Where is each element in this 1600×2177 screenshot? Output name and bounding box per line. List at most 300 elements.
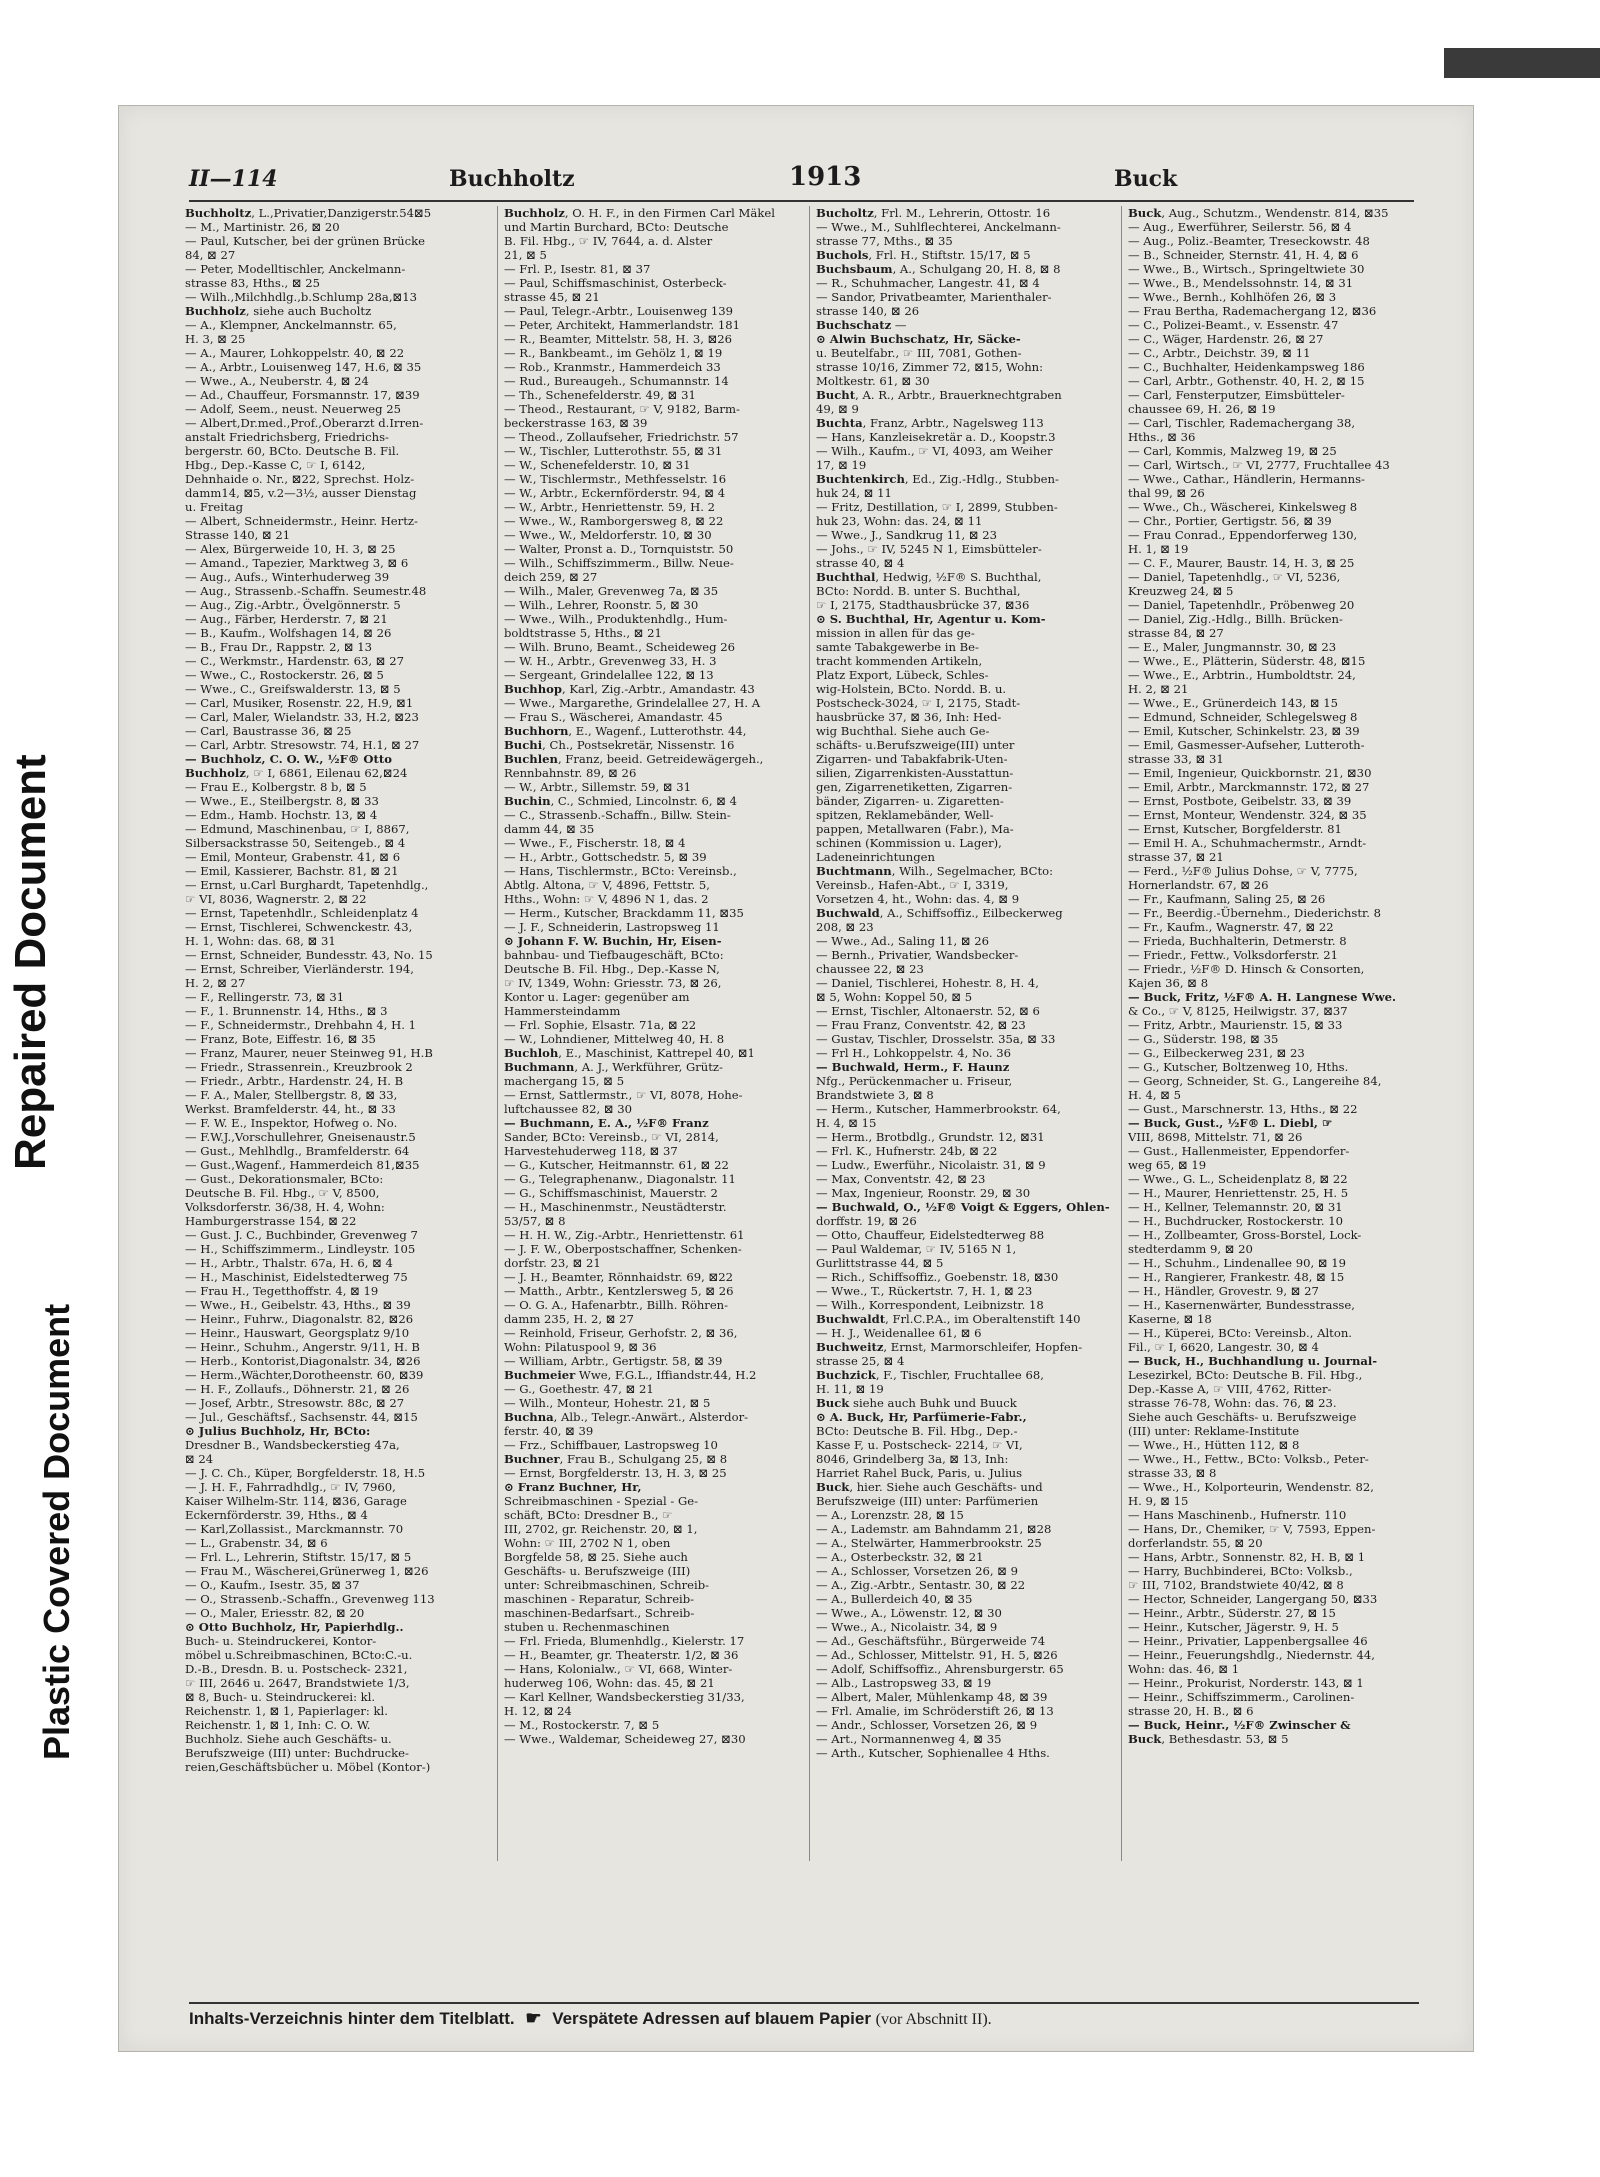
entry-line: — Gust., Mehlhdlg., Bramfelderstr. 64 xyxy=(185,1144,410,1158)
entry-line: — Franz, Bote, Eiffestr. 16, ⊠ 35 xyxy=(185,1032,376,1046)
entry-line: — Art., Normannenweg 4, ⊠ 35 xyxy=(816,1732,1002,1746)
entry-line: — B., Schneider, Sternstr. 41, H. 4, ⊠ 6 xyxy=(1128,248,1359,262)
entry-line: — Herm., Kutscher, Hammerbrookstr. 64, xyxy=(816,1102,1061,1116)
entry-line: ☞ III, 7102, Brandstwiete 40/42, ⊠ 8 xyxy=(1128,1578,1344,1592)
entry-line: — G., Süderstr. 198, ⊠ 35 xyxy=(1128,1032,1279,1046)
entry-line: pappen, Metallwaren (Fabr.), Ma- xyxy=(816,822,1014,836)
entry-line: — Fritz, Destillation, ☞ I, 2899, Stubben- xyxy=(816,500,1058,514)
entry-line: — Ernst, Monteur, Wendenstr. 324, ⊠ 35 xyxy=(1128,808,1367,822)
entry-line: — Paul, Telegr.-Arbtr., Louisenweg 139 xyxy=(504,304,734,318)
entry-line: anstalt Friedrichsberg, Friedrichs- xyxy=(185,430,389,444)
entry-line: strasse 33, ⊠ 8 xyxy=(1128,1466,1217,1480)
entry-line: und Martin Burchard, BCto: Deutsche xyxy=(504,220,729,234)
entry-line: Strasse 140, ⊠ 21 xyxy=(185,528,291,542)
entry-line: H. 12, ⊠ 24 xyxy=(504,1704,572,1718)
entry-line: — Wwe., A., Nicolaistr. 34, ⊠ 9 xyxy=(816,1620,998,1634)
entry-line: — Buck, Gust., ½F® L. Diebl, ☞ xyxy=(1128,1116,1333,1130)
entry-line: weg 65, ⊠ 19 xyxy=(1128,1158,1207,1172)
entry-line: — M., Martinistr. 26, ⊠ 20 xyxy=(185,220,340,234)
entry-line: — O., Maler, Eriesstr. 82, ⊠ 20 xyxy=(185,1606,365,1620)
entry-line: — Buck, Heinr., ½F® Zwinscher & xyxy=(1128,1718,1351,1732)
repaired-document-label: Repaired Document xyxy=(6,754,55,1170)
entry-line: — Edm., Hamb. Hochstr. 13, ⊠ 4 xyxy=(185,808,378,822)
entry-line: Postscheck-3024, ☞ I, 2175, Stadt- xyxy=(816,696,1021,710)
entry-line: — H. F., Zollaufs., Döhnerstr. 21, ⊠ 26 xyxy=(185,1382,410,1396)
entry-line: — Friedr., ½F® D. Hinsch & Consorten, xyxy=(1128,962,1365,976)
entry-line: — Ferd., ½F® Julius Dohse, ☞ V, 7775, xyxy=(1128,864,1358,878)
entry-line: — Bernh., Privatier, Wandsbecker- xyxy=(816,948,1019,962)
entry-line: & Co., ☞ V, 8125, Heilwigstr. 37, ⊠37 xyxy=(1128,1004,1348,1018)
entry-line: — A., Lademstr. am Bahndamm 21, ⊠28 xyxy=(816,1522,1052,1536)
entry-line: Buchholtz, L.,Privatier,Danzigerstr.54⊠5 xyxy=(185,206,432,220)
entry-line: — Friedr., Strassenrein., Kreuzbrook 2 xyxy=(185,1060,413,1074)
entry-line: — Rob., Kranmstr., Hammerdeich 33 xyxy=(504,360,721,374)
entry-line: — F., 1. Brunnenstr. 14, Hths., ⊠ 3 xyxy=(185,1004,388,1018)
entry-line: Hbg., Dep.-Kasse C, ☞ I, 6142, xyxy=(185,458,366,472)
entry-line: — Rich., Schiffsoffiz., Goebenstr. 18, ⊠30 xyxy=(816,1270,1059,1284)
entry-line: 49, ⊠ 9 xyxy=(816,402,859,416)
entry-line: Dep.-Kasse A, ☞ VIII, 4762, Ritter- xyxy=(1128,1382,1332,1396)
entry-line: — Frl. Amalie, im Schröderstift 26, ⊠ 13 xyxy=(816,1704,1054,1718)
entry-line: — Paul Waldemar, ☞ IV, 5165 N 1, xyxy=(816,1242,1017,1256)
entry-line: — H., Maurer, Henriettenstr. 25, H. 5 xyxy=(1128,1186,1349,1200)
entry-line: — Harry, Buchbinderei, BCto: Volksb., xyxy=(1128,1564,1353,1578)
entry-line: Hornerlandstr. 67, ⊠ 26 xyxy=(1128,878,1269,892)
entry-line: H. 1, Wohn: das. 68, ⊠ 31 xyxy=(185,934,336,948)
entry-line: Berufszweige (III) unter: Parfümerien xyxy=(816,1494,1039,1508)
page-number: II—114 xyxy=(189,166,278,192)
entry-line: — A., Klempner, Anckelmannstr. 65, xyxy=(185,318,397,332)
entry-line: — Wilh., Schiffszimmerm., Billw. Neue- xyxy=(504,556,734,570)
entry-line: — Carl, Maler, Wielandstr. 33, H.2, ⊠23 xyxy=(185,710,419,724)
entry-line: — Wwe., Ch., Wäscherei, Kinkelsweg 8 xyxy=(1128,500,1358,514)
entry-line: — Josef, Arbtr., Stresowstr. 88c, ⊠ 27 xyxy=(185,1396,405,1410)
entry-line: Buchzick, F., Tischler, Fruchtallee 68, xyxy=(816,1368,1044,1382)
entry-line: — B., Frau Dr., Rappstr. 2, ⊠ 13 xyxy=(185,640,373,654)
entry-line: — Wilh.,Milchhdlg.,b.Schlump 28a,⊠13 xyxy=(185,290,417,304)
entry-line: — Heinr., Kutscher, Jägerstr. 9, H. 5 xyxy=(1128,1620,1339,1634)
entry-line: Vereinsb., Hafen-Abt., ☞ I, 3319, xyxy=(816,878,1009,892)
entry-line: — Gust., Marschnerstr. 13, Hths., ⊠ 22 xyxy=(1128,1102,1358,1116)
entry-line: — H., Schiffszimmerm., Lindleystr. 105 xyxy=(185,1242,416,1256)
entry-line: strasse 77, Mths., ⊠ 35 xyxy=(816,234,953,248)
entry-line: — Daniel, Tischlerei, Hohestr. 8, H. 4, xyxy=(816,976,1039,990)
entry-line: Berufszweige (III) unter: Buchdrucke- xyxy=(185,1746,409,1760)
entry-line: Schreibmaschinen - Spezial - Ge- xyxy=(504,1494,699,1508)
entry-line: — Wwe., E., Steilbergstr. 8, ⊠ 33 xyxy=(185,794,379,808)
entry-line: — Buchholz, C. O. W., ½F® Otto xyxy=(185,752,392,766)
entry-line: — Edmund, Maschinenbau, ☞ I, 8867, xyxy=(185,822,410,836)
entry-line: — Frau E., Kolbergstr. 8 b, ⊠ 5 xyxy=(185,780,367,794)
entry-line: ⊙ Otto Buchholz, Hr, Papierhdlg.. xyxy=(185,1620,404,1634)
entry-line: Reichenstr. 1, ⊠ 1, Inh: C. O. W. xyxy=(185,1718,371,1732)
entry-line: Buchta, Franz, Arbtr., Nagelsweg 113 xyxy=(816,416,1044,430)
entry-line: — Wilh., Kaufm., ☞ VI, 4093, am Weiher xyxy=(816,444,1053,458)
entry-line: — Gust. J. C., Buchbinder, Grevenweg 7 xyxy=(185,1228,418,1242)
entry-line: — Wwe., C., Greifswalderstr. 13, ⊠ 5 xyxy=(185,682,401,696)
entry-line: Kaserne, ⊠ 18 xyxy=(1128,1312,1212,1326)
entry-line: schäfts- u.Berufszweige(III) unter xyxy=(816,738,1015,752)
entry-line: — B., Kaufm., Wolfshagen 14, ⊠ 26 xyxy=(185,626,392,640)
entry-line: — Ernst, Sattlermstr., ☞ VI, 8078, Hohe- xyxy=(504,1088,743,1102)
entry-line: — Frau Franz, Conventstr. 42, ⊠ 23 xyxy=(816,1018,1026,1032)
entry-line: — Peter, Modelltischler, Anckelmann- xyxy=(185,262,406,276)
entry-line: — Gust.,Wagenf., Hammerdeich 81,⊠35 xyxy=(185,1158,420,1172)
entry-line: Vorsetzen 4, ht., Wohn: das. 4, ⊠ 9 xyxy=(816,892,1020,906)
entry-line: — Herm., Kutscher, Brackdamm 11, ⊠35 xyxy=(504,906,744,920)
entry-line: — C., Buchhalter, Heidenkampsweg 186 xyxy=(1128,360,1365,374)
entry-line: — Albert,Dr.med.,Prof.,Oberarzt d.Irren- xyxy=(185,416,424,430)
entry-line: — Matth., Arbtr., Kentzlersweg 5, ⊠ 26 xyxy=(504,1284,734,1298)
entry-line: — R., Beamter, Mittelstr. 58, H. 3, ⊠26 xyxy=(504,332,733,346)
entry-line: maschinen-Bedarfsart., Schreib- xyxy=(504,1606,695,1620)
entry-line: silien, Zigarrenkisten-Ausstattun- xyxy=(816,766,1014,780)
entry-line: H. 3, ⊠ 25 xyxy=(185,332,246,346)
entry-line: — Paul, Schiffsmaschinist, Osterbeck- xyxy=(504,276,727,290)
entry-column-1 xyxy=(185,206,485,1861)
entry-line: — Wwe., E., Arbtrin., Humboldtstr. 24, xyxy=(1128,668,1356,682)
footer-line xyxy=(189,2008,992,2029)
entry-line: — Heinr., Prokurist, Norderstr. 143, ⊠ 1 xyxy=(1128,1676,1364,1690)
entry-line: — Karl Kellner, Wandsbeckerstieg 31/33, xyxy=(504,1690,745,1704)
entry-line: Harriet Rahel Buck, Paris, u. Julius xyxy=(816,1466,1023,1480)
entry-line: Buchhop, Karl, Zig.-Arbtr., Amandastr. 43 xyxy=(504,682,755,696)
entry-line: strasse 10/16, Zimmer 72, ⊠15, Wohn: xyxy=(816,360,1044,374)
entry-line: — J. F., Schneiderin, Lastropsweg 11 xyxy=(504,920,720,934)
entry-line: — Emil, Arbtr., Marckmannstr. 172, ⊠ 27 xyxy=(1128,780,1370,794)
entry-line: Kasse F, u. Postscheck- 2214, ☞ VI, xyxy=(816,1438,1023,1452)
entry-line: — O., Strassenb.-Schaffn., Grevenweg 113 xyxy=(185,1592,435,1606)
entry-line: Geschäfts- u. Berufszweige (III) xyxy=(504,1564,691,1578)
entry-line: — Amand., Tapezier, Marktweg 3, ⊠ 6 xyxy=(185,556,409,570)
entry-line: — G., Schiffsmaschinist, Mauerstr. 2 xyxy=(504,1186,718,1200)
entry-line: — Edmund, Schneider, Schlegelsweg 8 xyxy=(1128,710,1358,724)
entry-line: — Ernst, Schneider, Bundesstr. 43, No. 15 xyxy=(185,948,433,962)
entry-line: — Arth., Kutscher, Sophienallee 4 Hths. xyxy=(816,1746,1050,1760)
entry-line: — A., Arbtr., Louisenweg 147, H.6, ⊠ 35 xyxy=(185,360,422,374)
entry-line: beckerstrasse 163, ⊠ 39 xyxy=(504,416,648,430)
entry-line: ⊙ A. Buck, Hr, Parfümerie-Fabr., xyxy=(816,1410,1027,1424)
entry-line: — E., Maler, Jungmannstr. 30, ⊠ 23 xyxy=(1128,640,1337,654)
entry-line: — Carl, Musiker, Rosenstr. 22, H.9, ⊠1 xyxy=(185,696,414,710)
entry-line: — Heinr., Feuerungshdlg., Niedernstr. 44, xyxy=(1128,1648,1375,1662)
entry-line: — William, Arbtr., Gertigstr. 58, ⊠ 39 xyxy=(504,1354,723,1368)
entry-line: — Theod., Restaurant, ☞ V, 9182, Barm- xyxy=(504,402,740,416)
entry-line: damm 235, H. 2, ⊠ 27 xyxy=(504,1312,634,1326)
entry-line: 84, ⊠ 27 xyxy=(185,248,236,262)
entry-line: — Heinr., Arbtr., Süderstr. 27, ⊠ 15 xyxy=(1128,1606,1336,1620)
entry-line: — Emil, Monteur, Grabenstr. 41, ⊠ 6 xyxy=(185,850,401,864)
entry-line: Sander, BCto: Vereinsb., ☞ VI, 2814, xyxy=(504,1130,719,1144)
entry-line: — Wwe., H., Kolporteurin, Wendenstr. 82, xyxy=(1128,1480,1374,1494)
entry-line: — Hans, Kolonialw., ☞ VI, 668, Winter- xyxy=(504,1662,733,1676)
entry-line: u. Beutelfabr., ☞ III, 7081, Gothen- xyxy=(816,346,1022,360)
entry-line: — Sergeant, Grindelallee 122, ⊠ 13 xyxy=(504,668,714,682)
entry-line: BCto: Deutsche B. Fil. Hbg., Dep.- xyxy=(816,1424,1018,1438)
entry-line: dorferlandstr. 55, ⊠ 20 xyxy=(1128,1536,1263,1550)
entry-line: BCto: Nordd. B. unter S. Buchthal, xyxy=(816,584,1021,598)
entry-line: huk 24, ⊠ 11 xyxy=(816,486,892,500)
entry-line: — Hans, Tischlermstr., BCto: Vereinsb., xyxy=(504,864,737,878)
entry-line: Kreuzweg 24, ⊠ 5 xyxy=(1128,584,1234,598)
entry-line: Buchwaldt, Frl.C.P.A., im Oberaltenstift 140 xyxy=(816,1312,1081,1326)
entry-line: H. 4, ⊠ 15 xyxy=(816,1116,877,1130)
entry-line: — Chr., Portier, Gertigstr. 56, ⊠ 39 xyxy=(1128,514,1332,528)
entry-line: — Ernst, Tapetenhdlr., Schleidenplatz 4 xyxy=(185,906,419,920)
entry-line: Nfg., Perückenmacher u. Friseur, xyxy=(816,1074,1013,1088)
entry-line: Buchmann, A. J., Werkführer, Grütz- xyxy=(504,1060,723,1074)
entry-line: stedterdamm 9, ⊠ 20 xyxy=(1128,1242,1253,1256)
entry-line: strasse 37, ⊠ 21 xyxy=(1128,850,1224,864)
entry-line: — H., Beamter, gr. Theaterstr. 1/2, ⊠ 36 xyxy=(504,1648,739,1662)
entry-line: — Ernst, Tischlerei, Schwenckestr. 43, xyxy=(185,920,413,934)
entry-line: — Ludw., Ewerführ., Nicolaistr. 31, ⊠ 9 xyxy=(816,1158,1046,1172)
entry-line: deich 259, ⊠ 27 xyxy=(504,570,598,584)
entry-line: Buchtenkirch, Ed., Zig.-Hdlg., Stubben- xyxy=(816,472,1059,486)
entry-line: ⊙ Franz Buchner, Hr, xyxy=(504,1480,642,1494)
entry-line: Bucht, A. R., Arbtr., Brauerknechtgraben xyxy=(816,388,1062,402)
entry-line: möbel u.Schreibmaschinen, BCto:C.-u. xyxy=(185,1648,413,1662)
entry-line: — Aug., Aufs., Winterhuderweg 39 xyxy=(185,570,390,584)
entry-line: Zigarren- und Tabakfabrik-Uten- xyxy=(816,752,1008,766)
entry-line: — C., Strassenb.-Schaffn., Billw. Stein- xyxy=(504,808,731,822)
entry-line: gen, Zigarrenetiketten, Zigarren- xyxy=(816,780,1013,794)
entry-line: — Frl. P., Isestr. 81, ⊠ 37 xyxy=(504,262,651,276)
entry-line: Kajen 36, ⊠ 8 xyxy=(1128,976,1209,990)
entry-line: 17, ⊠ 19 xyxy=(816,458,867,472)
entry-line: — Peter, Architekt, Hammerlandstr. 181 xyxy=(504,318,741,332)
entry-line: — C., Werkmstr., Hardenstr. 63, ⊠ 27 xyxy=(185,654,404,668)
entry-line: — Ad., Geschäftsführ., Bürgerweide 74 xyxy=(816,1634,1046,1648)
entry-line: Buchholz, ☞ I, 6861, Eilenau 62,⊠24 xyxy=(185,766,408,780)
entry-line: Buchholz. Siehe auch Geschäfts- u. xyxy=(185,1732,392,1746)
entry-line: — Heinr., Schuhm., Angerstr. 9/11, H. B xyxy=(185,1340,420,1354)
entry-line: bergerstr. 60, BCto. Deutsche B. Fil. xyxy=(185,444,400,458)
entry-line: H. 9, ⊠ 15 xyxy=(1128,1494,1189,1508)
entry-line: — Frieda, Buchhalterin, Detmerstr. 8 xyxy=(1128,934,1347,948)
entry-line: D.-B., Dresdn. B. u. Postscheck- 2321, xyxy=(185,1662,408,1676)
entry-line: H. 4, ⊠ 5 xyxy=(1128,1088,1182,1102)
entry-line: — H., Küperei, BCto: Vereinsb., Alton. xyxy=(1128,1326,1352,1340)
entry-line: Buchner, Frau B., Schulgang 25, ⊠ 8 xyxy=(504,1452,728,1466)
entry-line: Buchloh, E., Maschinist, Kattrepel 40, ⊠1 xyxy=(504,1046,755,1060)
entry-line: stuben u. Rechenmaschinen xyxy=(504,1620,670,1634)
entry-line: Deutsche B. Fil. Hbg., Dep.-Kasse N, xyxy=(504,962,720,976)
entry-line: — Max, Conventstr. 42, ⊠ 23 xyxy=(816,1172,986,1186)
entry-line: — F. A., Maler, Stellbergstr. 8, ⊠ 33, xyxy=(185,1088,398,1102)
entry-line: — Herb., Kontorist,Diagonalstr. 34, ⊠26 xyxy=(185,1354,421,1368)
entry-line: Buck, Aug., Schutzm., Wendenstr. 814, ⊠35 xyxy=(1128,206,1389,220)
entry-line: 8046, Grindelberg 3a, ⊠ 13, Inh: xyxy=(816,1452,1009,1466)
page-footer xyxy=(189,2002,1419,2030)
entry-line: — C. F., Maurer, Baustr. 14, H. 3, ⊠ 25 xyxy=(1128,556,1355,570)
entry-line: — Frau Bertha, Rademachergang 12, ⊠36 xyxy=(1128,304,1377,318)
entry-line: — Georg, Schneider, St. G., Langereihe 84, xyxy=(1128,1074,1382,1088)
entry-line: — Frl. Frieda, Blumenhdlg., Kielerstr. 17 xyxy=(504,1634,745,1648)
entry-line: Moltkestr. 61, ⊠ 30 xyxy=(816,374,930,388)
entry-line: (III) unter: Reklame-Institute xyxy=(1128,1424,1300,1438)
entry-line: — F., Schneidermstr., Drehbahn 4, H. 1 xyxy=(185,1018,416,1032)
entry-line: Wohn: ☞ III, 2702 N 1, oben xyxy=(504,1536,671,1550)
entry-line: damm 44, ⊠ 35 xyxy=(504,822,595,836)
entry-line: — A., Lorenzstr. 28, ⊠ 15 xyxy=(816,1508,964,1522)
entry-line: Siehe auch Geschäfts- u. Berufszweige xyxy=(1128,1410,1357,1424)
entry-line: — Ernst, Postbote, Geibelstr. 33, ⊠ 39 xyxy=(1128,794,1352,808)
entry-line: Bucholtz, Frl. M., Lehrerin, Ottostr. 16 xyxy=(816,206,1051,220)
entry-line: machergang 15, ⊠ 5 xyxy=(504,1074,625,1088)
entry-line: — Alb., Lastropsweg 33, ⊠ 19 xyxy=(816,1676,992,1690)
entry-line: — H. H. W., Zig.-Arbtr., Henriettenstr. 61 xyxy=(504,1228,745,1242)
entry-line: — Aug., Zig.-Arbtr., Övelgönnerstr. 5 xyxy=(185,598,401,612)
entry-line: — Fritz, Arbtr., Maurienstr. 15, ⊠ 33 xyxy=(1128,1018,1343,1032)
entry-line: — Adolf, Seem., neust. Neuerweg 25 xyxy=(185,402,402,416)
entry-line: chaussee 22, ⊠ 23 xyxy=(816,962,924,976)
entry-line: — W., Arbtr., Eckernförderstr. 94, ⊠ 4 xyxy=(504,486,726,500)
entry-line: — Max, Ingenieur, Roonstr. 29, ⊠ 30 xyxy=(816,1186,1031,1200)
entry-line: — J. F. W., Oberpostschaffner, Schenken- xyxy=(504,1242,742,1256)
entry-line: — Wwe., E., Plätterin, Süderstr. 48, ⊠15 xyxy=(1128,654,1366,668)
entry-line: — Carl, Baustrasse 36, ⊠ 25 xyxy=(185,724,352,738)
directory-page xyxy=(118,105,1474,2052)
entry-line: — Friedr., Fettw., Volksdorferstr. 21 xyxy=(1128,948,1338,962)
entry-line: Hamburgerstrasse 154, ⊠ 22 xyxy=(185,1214,357,1228)
entry-line: u. Freitag xyxy=(185,500,243,514)
entry-line: Hammersteindamm xyxy=(504,1004,621,1018)
entry-line: Brandstwiete 3, ⊠ 8 xyxy=(816,1088,934,1102)
entry-line: — H., Arbtr., Thalstr. 67a, H. 6, ⊠ 4 xyxy=(185,1256,393,1270)
entry-line: — Andr., Schlosser, Vorsetzen 26, ⊠ 9 xyxy=(816,1718,1038,1732)
entry-line: — J. H., Beamter, Rönnhaidstr. 69, ⊠22 xyxy=(504,1270,733,1284)
entry-line: — Hans Maschinenb., Hufnerstr. 110 xyxy=(1128,1508,1347,1522)
entry-line: — M., Rostockerstr. 7, ⊠ 5 xyxy=(504,1718,660,1732)
entry-line: — Wwe., A., Neuberstr. 4, ⊠ 24 xyxy=(185,374,369,388)
entry-line: spitzen, Reklamebänder, Well- xyxy=(816,808,994,822)
entry-line: — Buck, H., Buchhandlung u. Journal- xyxy=(1128,1354,1378,1368)
entry-line: ⊠ 8, Buch- u. Steindruckerei: kl. xyxy=(185,1690,376,1704)
entry-line: — Wilh., Lehrer, Roonstr. 5, ⊠ 30 xyxy=(504,598,699,612)
entry-line: — Walter, Pronst a. D., Tornquiststr. 50 xyxy=(504,542,734,556)
entry-line: — R., Bankbeamt., im Gehölz 1, ⊠ 19 xyxy=(504,346,723,360)
entry-line: Silbersackstrasse 50, Seitengeb., ⊠ 4 xyxy=(185,836,406,850)
entry-line: Buchmeier Wwe, F.G.L., Iffiandstr.44, H.2 xyxy=(504,1368,757,1382)
entry-line: — W., Arbtr., Sillemstr. 59, ⊠ 31 xyxy=(504,780,691,794)
entry-line: Borgfelde 58, ⊠ 25. Siehe auch xyxy=(504,1550,688,1564)
entry-line: Buchlen, Franz, beeid. Getreidewägergeh., xyxy=(504,752,764,766)
entry-line: bahnbau- und Tiefbaugeschäft, BCto: xyxy=(504,948,724,962)
entry-line: — W., Schenefelderstr. 10, ⊠ 31 xyxy=(504,458,691,472)
entry-line: — Johs., ☞ IV, 5245 N 1, Eimsbütteler- xyxy=(816,542,1042,556)
entry-line: — Emil, Gasmesser-Aufseher, Lutteroth- xyxy=(1128,738,1365,752)
entry-line: — Adolf, Schiffsoffiz., Ahrensburgerstr. 65 xyxy=(816,1662,1064,1676)
pointing-hand-icon: ☛ xyxy=(525,2008,542,2028)
year-heading: 1913 xyxy=(789,162,862,192)
entry-line: wig-Holstein, BCto. Nordd. B. u. xyxy=(816,682,1007,696)
entry-line: — Albert, Schneidermstr., Heinr. Hertz- xyxy=(185,514,418,528)
entry-line: — H., Rangierer, Frankestr. 48, ⊠ 15 xyxy=(1128,1270,1345,1284)
entry-line: — W. H., Arbtr., Grevenweg 33, H. 3 xyxy=(504,654,717,668)
entry-line: — Fr., Kaufmann, Saling 25, ⊠ 26 xyxy=(1128,892,1326,906)
entry-line: bänder, Zigarren- u. Zigaretten- xyxy=(816,794,1004,808)
entry-line: — Th., Schenefelderstr. 49, ⊠ 31 xyxy=(504,388,696,402)
entry-line: — Frl. K., Hufnerstr. 24b, ⊠ 22 xyxy=(816,1144,998,1158)
entry-line: — Wwe., E., Grünerdeich 143, ⊠ 15 xyxy=(1128,696,1338,710)
entry-line: ⊙ Johann F. W. Buchin, Hr, Eisen- xyxy=(504,934,722,948)
entry-line: — Daniel, Tapetenhdlg., ☞ VI, 5236, xyxy=(1128,570,1341,584)
entry-line: — Rud., Bureaugeh., Schumannstr. 14 xyxy=(504,374,729,388)
entry-line: wig Buchthal. Siehe auch Ge- xyxy=(816,724,990,738)
entry-line: — W., Tischler, Lutterothstr. 55, ⊠ 31 xyxy=(504,444,723,458)
entry-line: — Heinr., Schiffszimmerm., Carolinen- xyxy=(1128,1690,1355,1704)
entry-line: — A., Stelwärter, Hammerbrookstr. 25 xyxy=(816,1536,1042,1550)
entry-line: — H., Buchdrucker, Rostockerstr. 10 xyxy=(1128,1214,1344,1228)
entry-line: — H., Arbtr., Gottschedstr. 5, ⊠ 39 xyxy=(504,850,707,864)
entry-line: — Wwe., G. L., Scheidenplatz 8, ⊠ 22 xyxy=(1128,1172,1348,1186)
entry-line: — Wwe., Cathar., Händlerin, Hermanns- xyxy=(1128,472,1365,486)
entry-line: — Albert, Maler, Mühlenkamp 48, ⊠ 39 xyxy=(816,1690,1048,1704)
entry-line: Hths., Wohn: ☞ V, 4896 N 1, das. 2 xyxy=(504,892,709,906)
entry-line: — C., Arbtr., Deichstr. 39, ⊠ 11 xyxy=(1128,346,1311,360)
entry-line: — Frau Conrad., Eppendorferweg 130, xyxy=(1128,528,1358,542)
entry-line: — Herm.,Wächter,Dorotheenstr. 60, ⊠39 xyxy=(185,1368,424,1382)
entry-line: — Gust., Hallenmeister, Eppendorfer- xyxy=(1128,1144,1350,1158)
entry-line: — Carl, Kommis, Malzweg 19, ⊠ 25 xyxy=(1128,444,1337,458)
entry-line: — Wwe., Ad., Saling 11, ⊠ 26 xyxy=(816,934,990,948)
entry-line: — Wwe., J., Sandkrug 11, ⊠ 23 xyxy=(816,528,997,542)
entry-line: — Ad., Schlosser, Mittelstr. 91, H. 5, ⊠26 xyxy=(816,1648,1058,1662)
entry-line: — Fr., Beerdig.-Übernehm., Diederichstr. 8 xyxy=(1128,906,1382,920)
entry-line: — Wilh. Bruno, Beamt., Scheideweg 26 xyxy=(504,640,735,654)
entry-line: — Wwe., B., Wirtsch., Springeltwiete 30 xyxy=(1128,262,1365,276)
entry-line: — H., Schuhm., Lindenallee 90, ⊠ 19 xyxy=(1128,1256,1346,1270)
footer-late-addresses: Verspätete Adressen auf blauem Papier xyxy=(552,2009,871,2028)
entry-line: Buchthal, Hedwig, ½F® S. Buchthal, xyxy=(816,570,1042,584)
entry-line: Buchi, Ch., Postsekretär, Nissenstr. 16 xyxy=(504,738,735,752)
entry-line: strasse 83, Hths., ⊠ 25 xyxy=(185,276,321,290)
entry-line: — A., Bullerdeich 40, ⊠ 35 xyxy=(816,1592,973,1606)
entry-line: — Ernst, Kutscher, Borgfelderstr. 81 xyxy=(1128,822,1342,836)
entry-line: Buchols, Frl. H., Stiftstr. 15/17, ⊠ 5 xyxy=(816,248,1031,262)
scanner-edge-dark-strip xyxy=(1444,48,1600,78)
entry-line: — H., Maschinenmstr., Neustädterstr. xyxy=(504,1200,727,1214)
entry-line: schäft, BCto: Dresdner B., ☞ xyxy=(504,1508,673,1522)
entry-line: Volksdorferstr. 36/38, H. 4, Wohn: xyxy=(185,1200,385,1214)
entry-line: — Wwe., Waldemar, Scheideweg 27, ⊠30 xyxy=(504,1732,746,1746)
entry-line: — Wilh., Korrespondent, Leibnizstr. 18 xyxy=(816,1298,1044,1312)
entry-line: — Wwe., W., Meldorferstr. 10, ⊠ 30 xyxy=(504,528,712,542)
entry-line: III, 2702, gr. Reichenstr. 20, ⊠ 1, xyxy=(504,1522,698,1536)
entry-line: — J. C. Ch., Küper, Borgfelderstr. 18, H.5 xyxy=(185,1466,426,1480)
entry-line: — F.W.J.,Vorschullehrer, Gneisenaustr.5 xyxy=(185,1130,416,1144)
entry-line: — F., Rellingerstr. 73, ⊠ 31 xyxy=(185,990,345,1004)
entry-line: — Aug., Strassenb.-Schaffn. Seumestr.48 xyxy=(185,584,427,598)
entry-line: huderweg 106, Wohn: das. 45, ⊠ 21 xyxy=(504,1676,715,1690)
entry-line: strasse 76-78, Wohn: das. 76, ⊠ 23. xyxy=(1128,1396,1337,1410)
entry-line: — Ad., Chauffeur, Forsmannstr. 17, ⊠39 xyxy=(185,388,420,402)
entry-line: — Franz, Maurer, neuer Steinweg 91, H.B xyxy=(185,1046,433,1060)
entry-line: — Emil H. A., Schuhmachermstr., Arndt- xyxy=(1128,836,1367,850)
entry-line: Deutsche B. Fil. Hbg., ☞ V, 8500, xyxy=(185,1186,380,1200)
entry-line: 208, ⊠ 23 xyxy=(816,920,874,934)
entry-line: — Carl, Fensterputzer, Eimsbütteler- xyxy=(1128,388,1345,402)
entry-line: — Buchmann, E. A., ½F® Franz xyxy=(504,1116,709,1130)
footer-section-note: (vor Abschnitt II). xyxy=(875,2011,992,2028)
entry-line: — Wwe., H., Geibelstr. 43, Hths., ⊠ 39 xyxy=(185,1298,411,1312)
entry-line: — W., Tischlermstr., Methfesselstr. 16 xyxy=(504,472,727,486)
entry-line: luftchaussee 82, ⊠ 30 xyxy=(504,1102,633,1116)
entry-line: — W., Lohndiener, Mittelweg 40, H. 8 xyxy=(504,1032,725,1046)
entry-line: — A., Zig.-Arbtr., Sentastr. 30, ⊠ 22 xyxy=(816,1578,1026,1592)
entry-line: ☞ IV, 1349, Wohn: Griesstr. 73, ⊠ 26, xyxy=(504,976,722,990)
